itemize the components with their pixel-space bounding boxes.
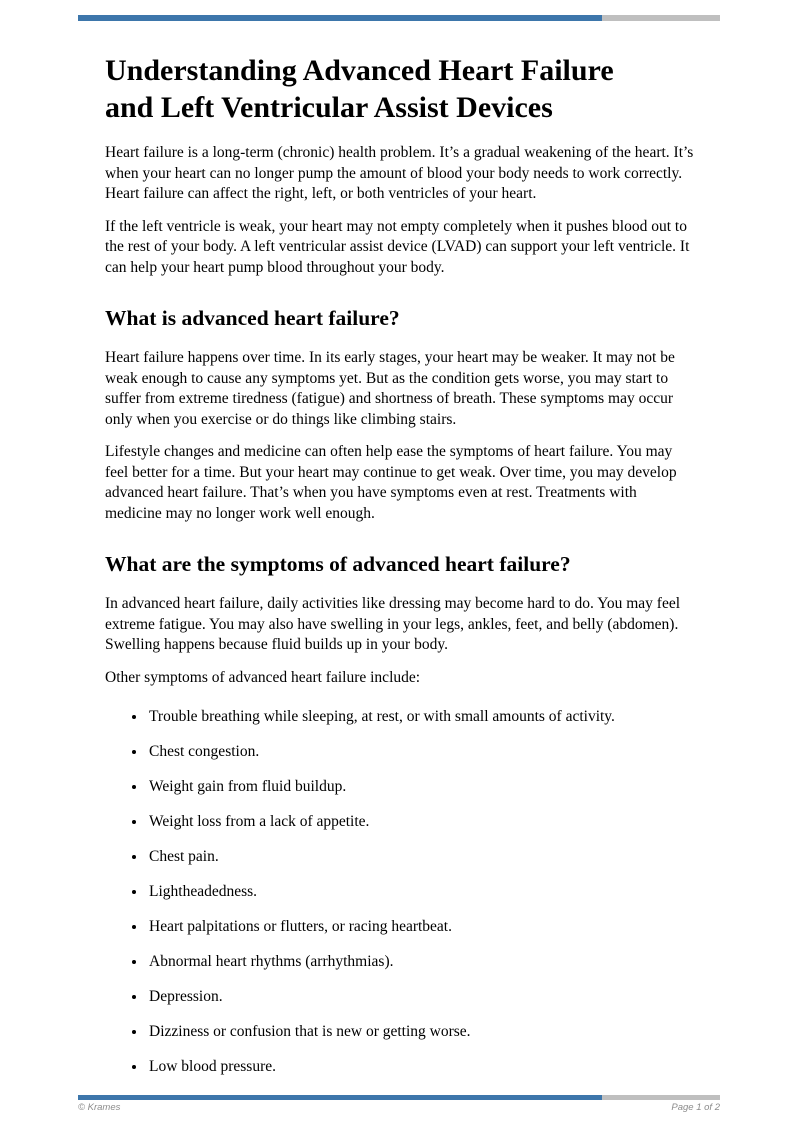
footer-accent-bar	[78, 1095, 720, 1100]
footer-accent-bar-gray-segment	[602, 1095, 720, 1100]
symptom-item: • Lightheadedness.	[147, 882, 695, 903]
section-heading-symptoms: What are the symptoms of advanced heart failure?	[105, 552, 571, 576]
section1-paragraph-2: Lifestyle changes and medicine can often help ease the symptoms of heart failure. You may feel better for a time. But your heart may continue to get weak. Over time, you may develop advanced heart failure. That’s when you have symptoms even at rest. Treatments with medicine may no longer work well enough.	[105, 443, 677, 522]
symptom-item: • Low blood pressure.	[147, 1057, 695, 1078]
section-heading-what-is-advanced-heart-failure: What is advanced heart failure?	[105, 306, 400, 330]
document-content	[105, 52, 695, 1092]
copyright-text: © Krames	[78, 1102, 121, 1113]
symptom-item: • Dizziness or confusion that is new or getting worse.	[147, 1022, 695, 1043]
section1-paragraph-1: Heart failure happens over time. In its early stages, your heart may be weaker. It may not be weak enough to cause any symptoms yet. But as the condition gets worse, you may start to suffer from extreme tiredness (fatigue) and shortness of breath. These symptoms may occur only when you exercise or do things like climbing stairs.	[105, 349, 675, 428]
intro-paragraph-2: If the left ventricle is weak, your heart may not empty completely when it pushes blood out to the rest of your body. A left ventricular assist device (LVAD) can support your left ventricle. It can help your heart pump blood throughout your body.	[105, 217, 690, 276]
page-title	[105, 52, 695, 126]
symptom-item: • Abnormal heart rhythms (arrhythmias).	[147, 952, 695, 973]
header-accent-bar-blue-segment	[78, 15, 602, 21]
page-title-line-2: and Left Ventricular Assist Devices	[105, 91, 553, 124]
symptom-item: • Trouble breathing while sleeping, at rest, or with small amounts of activity.	[147, 707, 695, 728]
symptom-item: • Heart palpitations or flutters, or racing heartbeat.	[147, 917, 695, 938]
header-accent-bar-gray-segment	[602, 15, 720, 21]
symptom-list-intro: Other symptoms of advanced heart failure include:	[105, 668, 421, 686]
symptom-item: • Weight loss from a lack of appetite.	[147, 812, 695, 833]
symptom-item: • Chest pain.	[147, 847, 695, 868]
header-accent-bar	[78, 15, 720, 21]
section2-paragraph-1: In advanced heart failure, daily activities like dressing may become hard to do. You may feel extreme fatigue. You may also have swelling in your legs, ankles, feet, and belly (abdomen). Swelling happens because fluid builds up in your body.	[105, 595, 681, 653]
intro-paragraph-1: Heart failure is a long-term (chronic) health problem. It’s a gradual weakening of the heart. It’s when your heart can no longer pump the amount of blood your body needs to work correctly. Heart failure can affect the right, left, or both ventricles of your heart.	[105, 144, 694, 202]
footer-accent-bar-blue-segment	[78, 1095, 602, 1100]
symptom-item: • Depression.	[147, 987, 695, 1008]
page-footer	[78, 1102, 720, 1113]
page-number: Page 1 of 2	[671, 1102, 720, 1113]
symptom-list	[105, 707, 695, 1078]
symptom-item: • Weight gain from fluid buildup.	[147, 777, 695, 798]
page-title-line-1: Understanding Advanced Heart Failure	[105, 54, 614, 87]
symptom-item: • Chest congestion.	[147, 742, 695, 763]
